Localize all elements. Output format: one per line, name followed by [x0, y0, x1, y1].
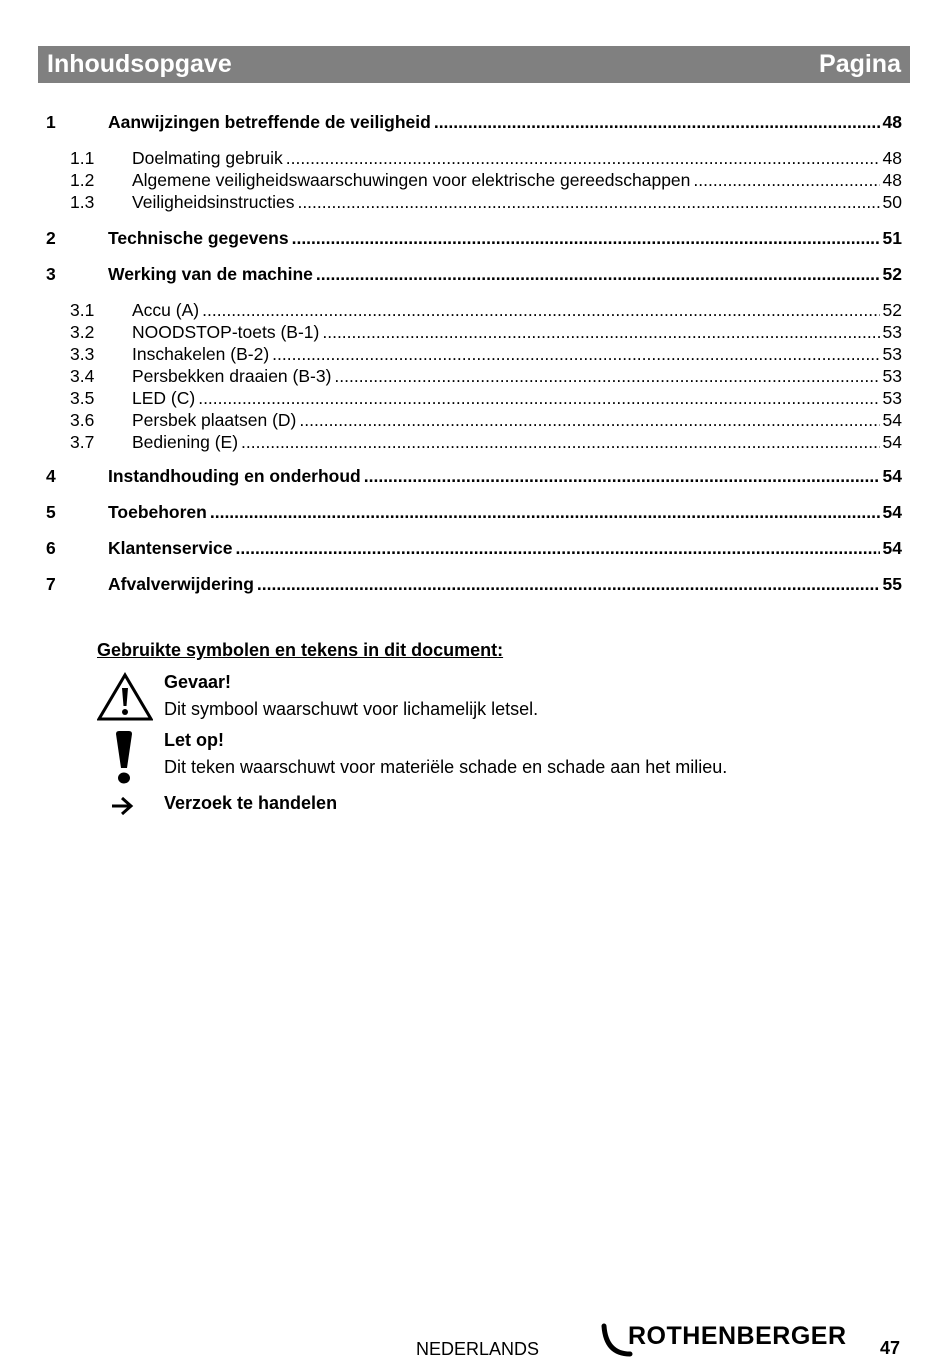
symbol-title: Let op! — [164, 730, 224, 750]
toc-dot-leader — [364, 466, 880, 487]
toc-entry[interactable] — [38, 538, 902, 559]
toc-entry-number: 2 — [46, 228, 56, 248]
toc-entry-page: 54 — [882, 466, 902, 486]
toc-entry-title: Afvalverwijdering — [108, 574, 254, 594]
toc-entry-number: 4 — [46, 466, 56, 486]
toc-entry[interactable] — [38, 170, 902, 191]
toc-entry-page: 53 — [882, 322, 902, 342]
toc-entry-page: 53 — [882, 388, 902, 408]
toc-entry[interactable] — [38, 410, 902, 431]
toc-entry[interactable] — [38, 228, 902, 249]
toc-entry-page: 53 — [882, 344, 902, 364]
toc-entry-page: 50 — [882, 192, 902, 212]
toc-entry-page: 51 — [882, 228, 902, 248]
arrow-right-icon — [111, 796, 135, 821]
toc-entry[interactable] — [38, 192, 902, 213]
toc-entry-page: 53 — [882, 366, 902, 386]
toc-entry[interactable] — [38, 388, 902, 409]
brand-name: ROTHENBERGER — [628, 1322, 847, 1350]
toc-dot-leader — [334, 366, 879, 387]
brand-logo — [600, 1320, 850, 1360]
toc-entry-number: 1.3 — [70, 192, 95, 212]
toc-dot-leader — [297, 192, 879, 213]
footer-language: NEDERLANDS — [416, 1339, 540, 1359]
toc-entry-page: 54 — [882, 410, 902, 430]
warning-triangle-icon — [97, 672, 153, 727]
toc-dot-leader — [257, 574, 880, 595]
toc-dot-leader — [202, 300, 879, 321]
toc-entry-title: Klantenservice — [108, 538, 233, 558]
toc-entry-page: 48 — [882, 170, 902, 190]
toc-dot-leader — [292, 228, 880, 249]
toc-dot-leader — [198, 388, 879, 409]
toc-entry-title: Instandhouding en onderhoud — [108, 466, 361, 486]
toc-dot-leader — [299, 410, 879, 431]
toc-entry-page: 52 — [882, 264, 902, 284]
toc-entry-number: 3.1 — [70, 300, 95, 320]
toc-entry-title: Accu (A) — [132, 300, 200, 320]
toc-entry-number: 3.3 — [70, 344, 95, 364]
toc-entry[interactable] — [38, 574, 902, 595]
toc-entry[interactable] — [38, 322, 902, 343]
toc-dot-leader — [434, 112, 880, 133]
toc-entry-number: 3.4 — [70, 366, 95, 386]
toc-entry-title: Bediening (E) — [132, 432, 239, 452]
toc-entry-number: 5 — [46, 502, 56, 522]
toc-entry-page: 55 — [882, 574, 902, 594]
toc-entry-title: LED (C) — [132, 388, 196, 408]
toc-entry-title: Doelmating gebruik — [132, 148, 283, 168]
toc-dot-leader — [236, 538, 880, 559]
toc-header-bar — [38, 46, 910, 83]
toc-entry[interactable] — [38, 466, 902, 487]
toc-entry-title: Persbekken draaien (B-3) — [132, 366, 332, 386]
toc-entry[interactable] — [38, 148, 902, 169]
toc-dot-leader — [210, 502, 880, 523]
toc-dot-leader — [693, 170, 879, 191]
toc-entry-title: Inschakelen (B-2) — [132, 344, 270, 364]
toc-entry-page: 48 — [882, 148, 902, 168]
toc-entry-number: 1 — [46, 112, 56, 132]
symbol-title: Verzoek te handelen — [164, 793, 338, 813]
toc-dot-leader — [316, 264, 880, 285]
toc-entry-page: 54 — [882, 538, 902, 558]
page-column-label: Pagina — [819, 50, 901, 78]
toc-entry-title: NOODSTOP-toets (B-1) — [132, 322, 320, 342]
toc-entry-title: Algemene veiligheidswaarschuwingen voor elektrische gereedschappen — [132, 170, 691, 190]
toc-dot-leader — [286, 148, 880, 169]
toc-entry-number: 6 — [46, 538, 56, 558]
toc-entry-number: 3 — [46, 264, 56, 284]
toc-entry-number: 3.5 — [70, 388, 95, 408]
symbol-description: Dit teken waarschuwt voor materiële schade en schade aan het milieu. — [164, 757, 728, 777]
toc-entry-page: 54 — [882, 502, 902, 522]
toc-entry-number: 3.2 — [70, 322, 95, 342]
toc-entry[interactable] — [38, 264, 902, 285]
toc-entry-number: 1.1 — [70, 148, 95, 168]
toc-entry-number: 7 — [46, 574, 56, 594]
toc-entry[interactable] — [38, 112, 902, 133]
toc-entry-title: Persbek plaatsen (D) — [132, 410, 297, 430]
toc-entry[interactable] — [38, 344, 902, 365]
page-number: 47 — [880, 1338, 901, 1358]
toc-entry-page: 48 — [882, 112, 902, 132]
symbol-title: Gevaar! — [164, 672, 232, 692]
toc-entry-title: Technische gegevens — [108, 228, 289, 248]
toc-entry-page: 52 — [882, 300, 902, 320]
toc-entry[interactable] — [38, 432, 902, 453]
toc-dot-leader — [322, 322, 879, 343]
symbols-heading: Gebruikte symbolen en tekens in dit document: — [97, 640, 504, 660]
toc-entry-title: Toebehoren — [108, 502, 207, 522]
toc-dot-leader — [241, 432, 879, 453]
toc-entry[interactable] — [38, 366, 902, 387]
toc-entry-number: 3.6 — [70, 410, 95, 430]
toc-dot-leader — [272, 344, 879, 365]
toc-entry-title: Aanwijzingen betreffende de veiligheid — [108, 112, 431, 132]
toc-title: Inhoudsopgave — [47, 50, 232, 78]
toc-entry[interactable] — [38, 300, 902, 321]
toc-entry-page: 54 — [882, 432, 902, 452]
toc-entry[interactable] — [38, 502, 902, 523]
toc-entry-title: Veiligheidsinstructies — [132, 192, 295, 212]
exclamation-icon — [113, 730, 135, 791]
toc-entry-title: Werking van de machine — [108, 264, 313, 284]
toc-entry-number: 3.7 — [70, 432, 95, 452]
symbol-description: Dit symbool waarschuwt voor lichamelijk letsel. — [164, 699, 539, 719]
toc-entry-number: 1.2 — [70, 170, 95, 190]
